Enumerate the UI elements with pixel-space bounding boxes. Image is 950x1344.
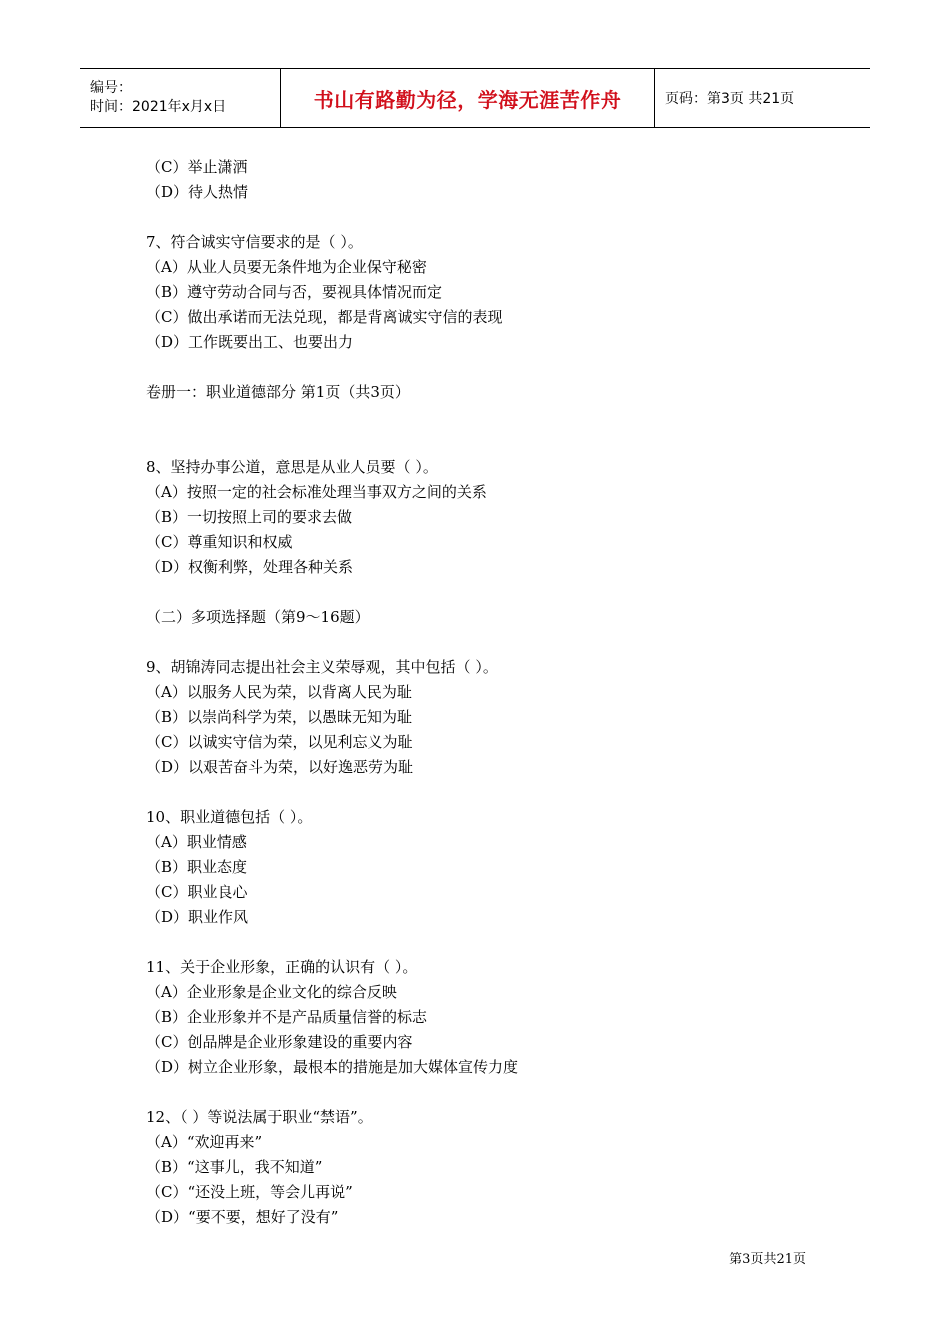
q9-option-d: （D）以艰苦奋斗为荣，以好逸恶劳为耻 xyxy=(146,758,414,776)
q10-option-d: （D）职业作风 xyxy=(146,908,249,926)
q9-option-b: （B）以崇尚科学为荣，以愚昧无知为耻 xyxy=(146,708,413,726)
q11-option-a: （A）企业形象是企业文化的综合反映 xyxy=(146,983,397,1001)
q11-stem: 11、关于企业形象，正确的认识有（ ）。 xyxy=(146,958,418,976)
q7-option-a: （A）从业人员要无条件地为企业保守秘密 xyxy=(146,258,427,276)
q7-stem: 7、符合诚实守信要求的是（ ）。 xyxy=(146,233,363,251)
q7-option-b: （B）遵守劳动合同与否，要视具体情况而定 xyxy=(146,283,443,301)
q10-stem: 10、职业道德包括（ ）。 xyxy=(146,808,313,826)
header-page xyxy=(655,69,870,127)
q12-option-b: （B）“这事儿，我不知道” xyxy=(146,1158,323,1176)
q11-option-d: （D）树立企业形象，最根本的措施是加大媒体宣传力度 xyxy=(146,1058,519,1076)
q6-option-c: （C）举止潇洒 xyxy=(146,158,248,176)
q10-option-c: （C）职业良心 xyxy=(146,883,248,901)
q9-option-c: （C）以诚实守信为荣，以见利忘义为耻 xyxy=(146,733,413,751)
q9-stem: 9、胡锦涛同志提出社会主义荣辱观，其中包括（ ）。 xyxy=(146,658,498,676)
q8-option-d: （D）权衡利弊，处理各种关系 xyxy=(146,558,354,576)
header-motto xyxy=(281,69,655,127)
q7-option-c: （C）做出承诺而无法兑现，都是背离诚实守信的表现 xyxy=(146,308,503,326)
q7-option-d: （D）工作既要出工、也要出力 xyxy=(146,333,354,351)
q10-option-b: （B）职业态度 xyxy=(146,858,248,876)
q8-option-b: （B）一切按照上司的要求去做 xyxy=(146,508,353,526)
document-body xyxy=(146,155,846,1230)
q10-option-a: （A）职业情感 xyxy=(146,833,247,851)
q8-stem: 8、坚持办事公道，意思是从业人员要（ ）。 xyxy=(146,458,438,476)
code-label: 编号： xyxy=(90,80,132,96)
q8-option-c: （C）尊重知识和权威 xyxy=(146,533,293,551)
date-label: 时间：2021年x月x日 xyxy=(90,99,227,115)
page-footer: 第3页共21页 xyxy=(729,1252,806,1267)
q8-option-a: （A）按照一定的社会标准处理当事双方之间的关系 xyxy=(146,483,487,501)
header-meta xyxy=(80,69,281,127)
motto-text: 书山有路勤为径，学海无涯苦作舟 xyxy=(313,87,622,112)
volume-note: 卷册一：职业道德部分 第1页（共3页） xyxy=(146,383,410,401)
q6-option-d: （D）待人热情 xyxy=(146,183,249,201)
q11-option-b: （B）企业形象并不是产品质量信誉的标志 xyxy=(146,1008,428,1026)
section-heading: （二）多项选择题（第9～16题） xyxy=(146,608,370,626)
page-label: 页码：第3页 共21页 xyxy=(665,91,795,107)
q12-option-c: （C）“还没上班，等会儿再说” xyxy=(146,1183,353,1201)
q12-option-d: （D）“要不要，想好了没有” xyxy=(146,1208,339,1226)
q11-option-c: （C）创品牌是企业形象建设的重要内容 xyxy=(146,1033,413,1051)
q9-option-a: （A）以服务人民为荣，以背离人民为耻 xyxy=(146,683,412,701)
q12-stem: 12、（ ）等说法属于职业“禁语”。 xyxy=(146,1108,373,1126)
q12-option-a: （A）“欢迎再来” xyxy=(146,1133,263,1151)
page-header xyxy=(80,68,870,128)
